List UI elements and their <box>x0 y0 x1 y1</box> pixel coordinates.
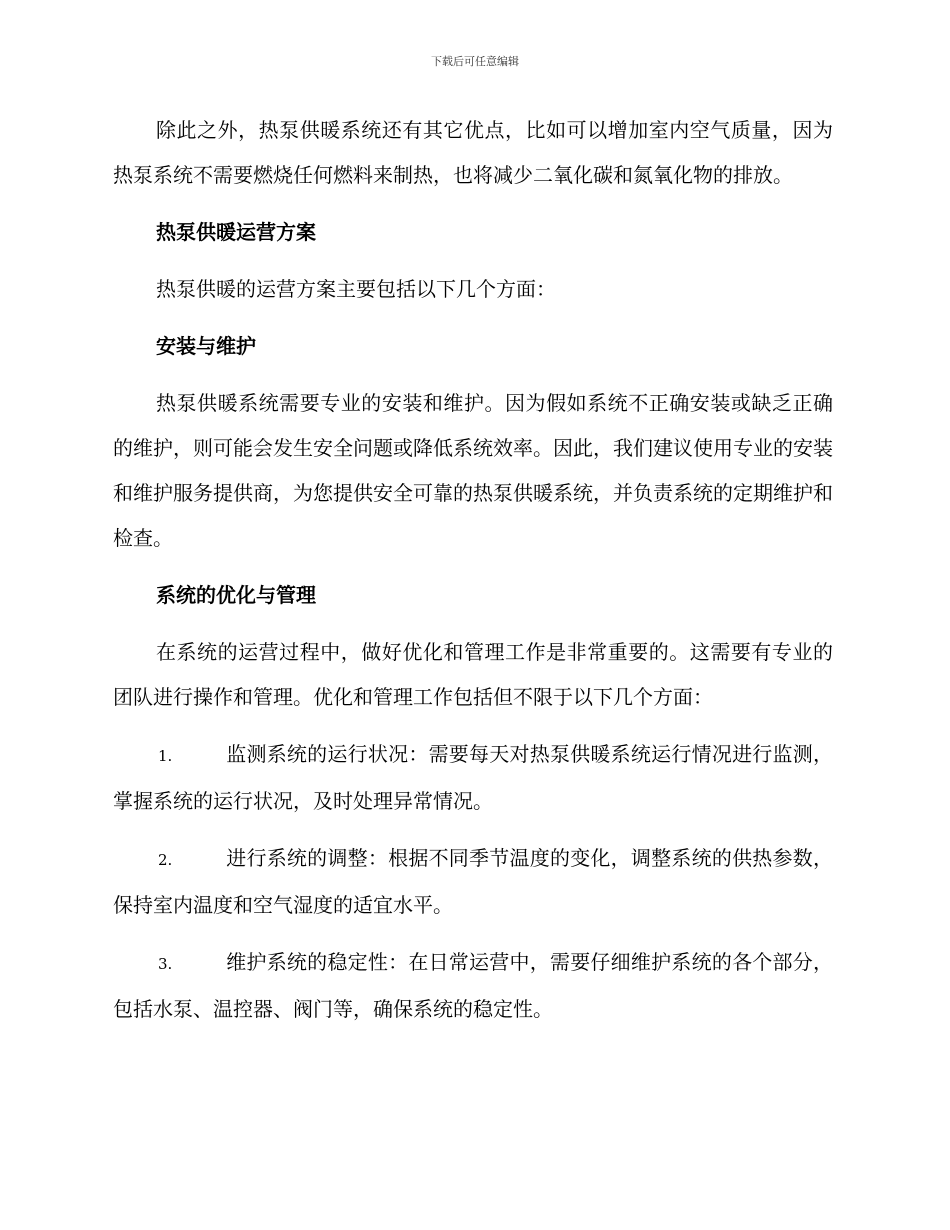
list-item <box>113 836 833 928</box>
paragraph-other-advantages: 除此之外，热泵供暖系统还有其它优点，比如可以增加室内空气质量，因为热泵系统不需要燃烧任何燃料来制热，也将减少二氧化碳和氮氧化物的排放。 <box>113 118 833 187</box>
list-item-text: 进行系统的调整：根据不同季节温度的变化，调整系统的供热参数，保持室内温度和空气湿度的适宜水平。 <box>113 846 833 917</box>
heading-optimization-management: 系统的优化与管理 <box>156 583 316 607</box>
list-item-number: 1. <box>158 747 173 765</box>
list-item-number: 3. <box>158 955 173 973</box>
list-item <box>113 940 833 1032</box>
paragraph-plan-intro: 热泵供暖的运营方案主要包括以下几个方面： <box>156 277 556 301</box>
paragraph-optimization-intro: 在系统的运营过程中，做好优化和管理工作是非常重要的。这需要有专业的团队进行操作和管理。优化和管理工作包括但不限于以下几个方面： <box>113 640 833 709</box>
list-item-text: 监测系统的运行状况：需要每天对热泵供暖系统运行情况进行监测，掌握系统的运行状况，及时处理异常情况。 <box>113 742 833 813</box>
heading-operation-plan: 热泵供暖运营方案 <box>156 220 316 244</box>
heading-installation-maintenance: 安装与维护 <box>156 334 256 358</box>
document-body <box>113 108 833 1044</box>
paragraph-installation-maintenance: 热泵供暖系统需要专业的安装和维护。因为假如系统不正确安装或缺乏正确的维护，则可能会发生安全问题或降低系统效率。因此，我们建议使用专业的安装和维护服务提供商，为您提供安全可靠的热泵供暖系统，并负责系统的定期维护和检查。 <box>113 391 833 550</box>
list-item-number: 2. <box>158 851 173 869</box>
list-item <box>113 732 833 824</box>
list-item-text: 维护系统的稳定性：在日常运营中，需要仔细维护系统的各个部分，包括水泵、温控器、阀门等，确保系统的稳定性。 <box>113 950 833 1021</box>
page-header: 下载后可任意编辑 <box>431 55 519 68</box>
